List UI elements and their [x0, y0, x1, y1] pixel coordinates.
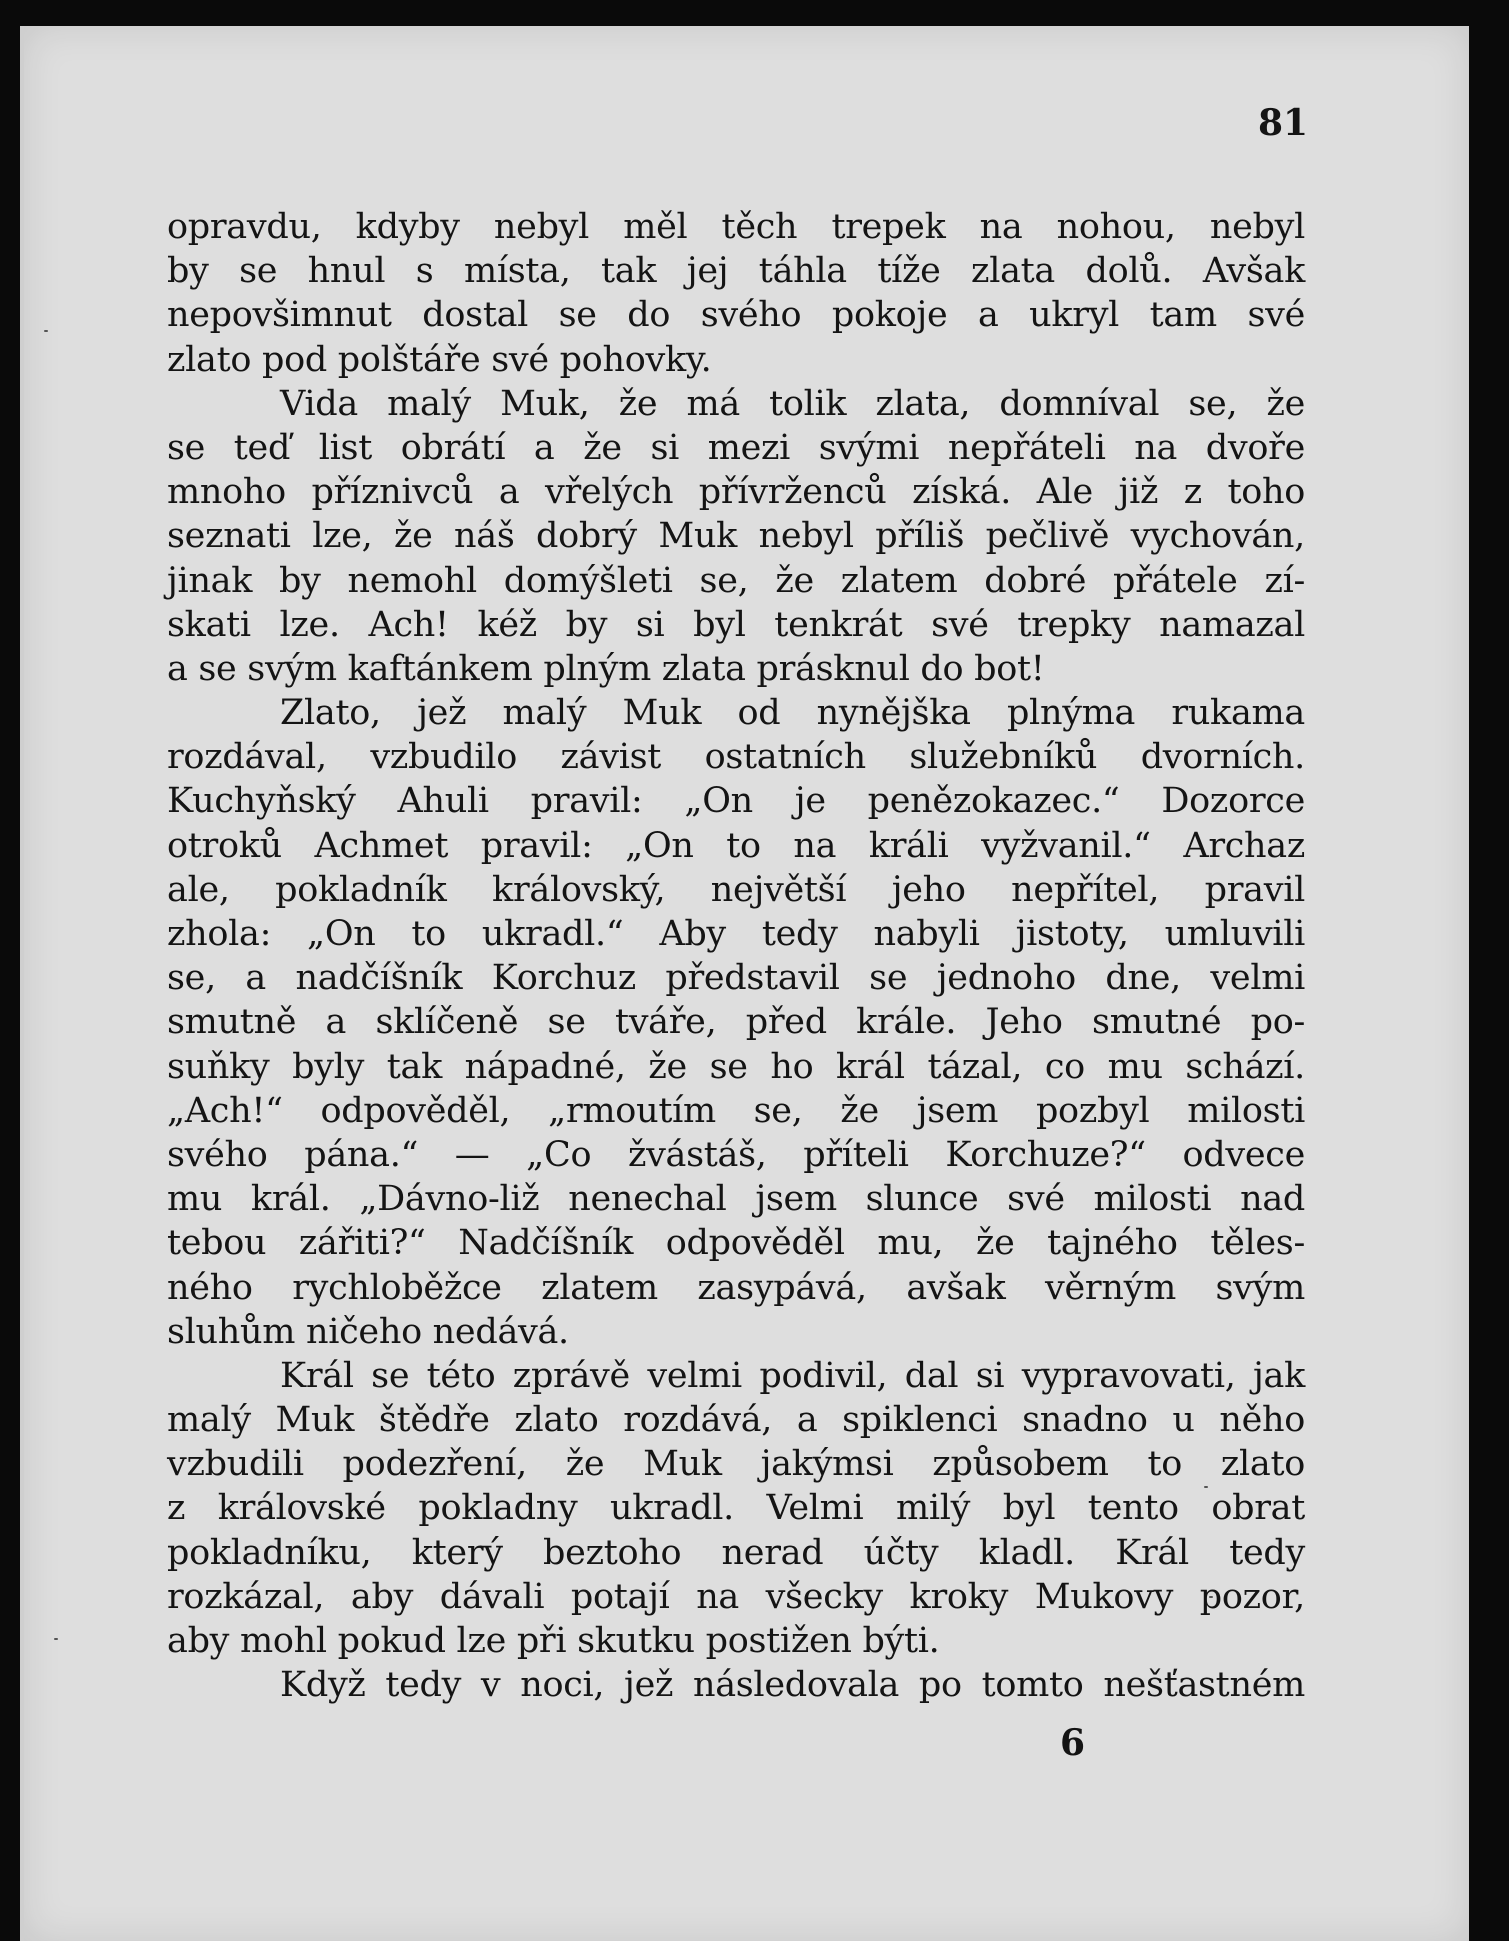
text-line: skati lze. Ach! kéž by si byl tenkrát své trepky namazal — [167, 604, 1305, 645]
text-line: z královské pokladny ukradl. Velmi milý byl tento obrat — [167, 1488, 1305, 1529]
text-line: by se hnul s místa, tak jej táhla tíže zlata dolů. Avšak — [167, 251, 1305, 292]
text-line: mnoho příznivců a vřelých přívrženců získá. Ale již z toho — [167, 472, 1305, 513]
page-number: 81 — [1258, 102, 1309, 144]
text-line: jinak by nemohl domýšleti se, že zlatem dobré přátele zí- — [167, 560, 1305, 601]
text-line: se teď list obrátí a že si mezi svými nepřáteli na dvoře — [167, 427, 1305, 468]
paper-speck — [54, 1638, 58, 1640]
text-line: sluhům ničeho nedává. — [167, 1311, 569, 1352]
body-text — [167, 205, 1305, 1707]
text-line: se, a nadčíšník Korchuz představil se jednoho dne, velmi — [167, 958, 1305, 999]
text-line: zhola: „On to ukradl.“ Aby tedy nabyli jistoty, umluvili — [167, 914, 1305, 954]
text-line: „Ach!“ odpověděl, „rmoutím se, že jsem pozbyl milosti — [167, 1090, 1305, 1131]
text-line: rozkázal, aby dávali potají na všecky kroky Mukovy pozor, — [167, 1576, 1305, 1617]
text-line: ného rychloběžce zlatem zasypává, avšak věrným svým — [167, 1267, 1305, 1308]
text-line: smutně a sklíčeně se tváře, před krále. Jeho smutné po- — [167, 1002, 1305, 1043]
text-line: Vida malý Muk, že má tolik zlata, domníval se, že — [280, 383, 1305, 424]
text-line: mu král. „Dávno-liž nenechal jsem slunce své milosti nad — [167, 1179, 1305, 1220]
text-line: Král se této zprávě velmi podivil, dal si vypravovati, jak — [280, 1355, 1305, 1396]
text-line: seznati lze, že náš dobrý Muk nebyl příliš pečlivě vychován, — [167, 516, 1305, 557]
text-line: rozdával, vzbudilo závist ostatních služebníků dvorních. — [167, 737, 1305, 778]
text-line: opravdu, kdyby nebyl měl těch trepek na nohou, nebyl — [167, 207, 1305, 247]
text-line: vzbudili podezření, že Muk jakýmsi způsobem to zlato — [167, 1444, 1305, 1485]
text-line: Když tedy v noci, jež následovala po tomto nešťastném — [280, 1665, 1305, 1706]
text-line: Kuchyňský Ahuli pravil: „On je penězokazec.“ Dozorce — [167, 781, 1305, 822]
text-line: zlato pod polštáře své pohovky. — [167, 339, 712, 380]
signature-number: 6 — [1060, 1722, 1086, 1764]
text-line: pokladníku, který beztoho nerad účty kladl. Král tedy — [167, 1532, 1305, 1573]
text-line: malý Muk štědře zlato rozdává, a spiklenci snadno u něho — [167, 1400, 1305, 1441]
text-line: ale, pokladník královský, největší jeho nepřítel, pravil — [167, 869, 1305, 910]
text-line: tebou zářiti?“ Nadčíšník odpověděl mu, že tajného těles- — [167, 1223, 1305, 1264]
text-line: suňky byly tak nápadné, že se ho král tázal, co mu schází. — [167, 1046, 1305, 1087]
text-line: nepovšimnut dostal se do svého pokoje a ukryl tam své — [167, 295, 1305, 336]
text-line: otroků Achmet pravil: „On to na králi vyžvanil.“ Archaz — [167, 825, 1305, 866]
text-line: Zlato, jež malý Muk od nynějška plnýma rukama — [280, 693, 1305, 734]
text-line: a se svým kaftánkem plným zlata prásknul do bot! — [167, 648, 1045, 689]
paper-speck — [44, 330, 48, 332]
text-line: svého pána.“ — „Co žvástáš, příteli Korchuze?“ odvece — [167, 1134, 1305, 1175]
text-line: aby mohl pokud lze při skutku postižen býti. — [167, 1621, 940, 1661]
